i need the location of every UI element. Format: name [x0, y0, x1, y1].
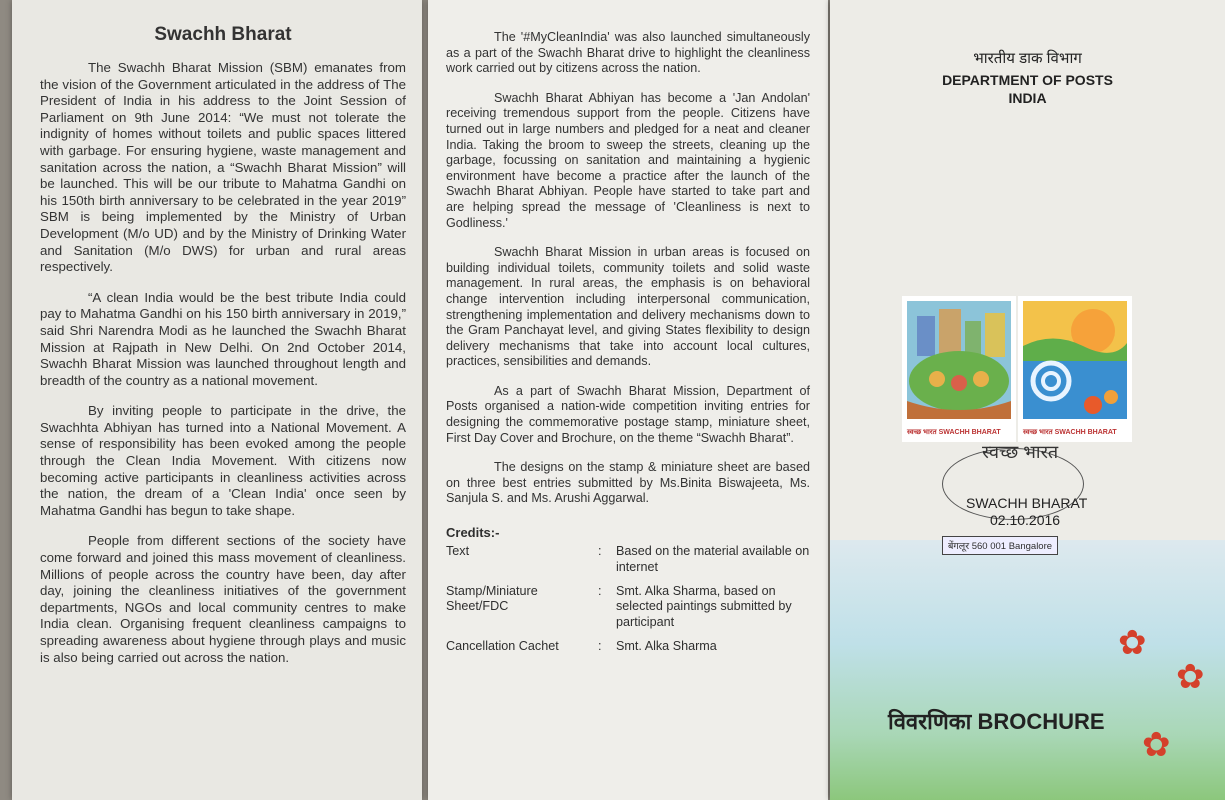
credit-value: Smt. Alka Sharma — [616, 639, 717, 654]
stamp-wave-art — [1023, 301, 1127, 419]
society-paragraph: People from different sections of the society have come forward and joined this mass movement of cleanliness. Millions of people across the country have been, day after day, joining the cleanliness initiatives of the government departments, NGOs and local community centres to make India clean. Organising frequent cleanliness campaigns to spreading awareness about hygiene through plays and music is also being carried out across the nation. — [40, 533, 406, 665]
credit-label: Stamp/Miniature Sheet/FDC — [446, 583, 538, 614]
credit-row-stamp — [446, 584, 810, 631]
stamp-pair — [902, 296, 1134, 442]
myclean-paragraph: The '#MyCleanIndia' was also launched simultaneously as a part of the Swachh Bharat drive to highlight the cleanliness work carried out by citizens across the nation. — [446, 30, 810, 76]
cancellation-title: SWACHH BHARAT — [966, 495, 1088, 511]
stamp-city — [902, 296, 1016, 442]
dept-hindi-title: भारतीय डाक विभाग — [973, 50, 1082, 67]
quote-paragraph: “A clean India would be the best tribute India could pay to Mahatma Gandhi on his 150 birth anniversary in 2019,” said Shri Narendra Modi as he launched the Swachh Bharat Mission at Rajpath in New Delhi. On 2nd October 2014, Swachh Bharat Mission was launched throughout length and breadth of the country as a national movement. — [40, 289, 406, 388]
credit-value: Based on the material available on internet — [616, 544, 810, 574]
cancellation-date: 02.10.2016 — [990, 512, 1061, 528]
credit-label: Cancellation Cachet — [446, 639, 559, 654]
stamp-caption: स्वच्छ भारत SWACHH BHARAT — [1023, 429, 1117, 436]
intro-paragraph: The Swachh Bharat Mission (SBM) emanates from the vision of the Government articulated in the address of The President of India in his address to the Joint Session of Parliament on 9th June 2014: “We must not tolerate the indignity of homes without toilets and public spaces littered with garbage. For ensuring hygiene, waste management and sanitation across the nation, a “Swachh Bharat Mission” will be launched. This will be our tribute to Mahatma Gandhi on his 150th birth anniversary to be celebrated in the year 2019” SBM is being implemented by the Ministry of Urban Development (M/o UD) and by the Ministry of Drinking Water and Sanitation (M/o DWS) for urban and rural areas respectively. — [40, 60, 406, 275]
flower-icon: ✿ — [1118, 624, 1147, 662]
urban-rural-paragraph: Swachh Bharat Mission in urban areas is focused on building individual toilets, community toilets and solid waste management. In rural areas, the emphasis is on behavioral change intervention including interpersonal communication, strengthening implementation and delivery mechanisms down to the Gram Panchayat level, and giving States flexibility to design delivery mechanisms that take into account local cultures, practices, sensibilities and demands. — [446, 245, 810, 369]
credit-colon: : — [598, 583, 602, 598]
credit-colon: : — [598, 639, 602, 654]
dept-country: INDIA — [1008, 90, 1047, 106]
credit-row-text — [446, 544, 810, 576]
dept-name: DEPARTMENT OF POSTS — [942, 72, 1113, 88]
credit-value: Smt. Alka Sharma, based on selected paintings submitted by participant — [616, 583, 792, 630]
credit-label: Text — [446, 544, 470, 559]
cancellation-hindi: स्वच्छ भारत — [982, 442, 1059, 462]
jan-andolan-paragraph: Swachh Bharat Abhiyan has become a 'Jan Andolan' receiving tremendous support from the people. Citizens have turned out in large numbers and pledged for a neat and cleaner India. Taking the broom to sweep the streets, cleaning up the garbage, focussing on sanitation and maintaining a hygienic environment have become a practice after the launch of the Swachh Bharat Abhiyan. People have started to take part and are helping spread the message of 'Cleanliness is next to Godliness.' — [446, 90, 810, 230]
flower-icon: ✿ — [1176, 658, 1205, 696]
designs-paragraph: The designs on the stamp & miniature sheet are based on three best entries submitted by Ms.Binita Biswajeeta, Ms. Sanjula S. and Ms. Arushi Aggarwal. — [446, 460, 810, 506]
brochure-label: विवरणिका BROCHURE — [888, 709, 1105, 734]
credit-row-cachet — [446, 639, 810, 655]
competition-paragraph: As a part of Swachh Bharat Mission, Department of Posts organised a nation-wide competition inviting entries for designing the commemorative postage stamp, miniature sheet, First Day Cover and Brochure, on the theme “Swachh Bharat”. — [446, 383, 810, 445]
movement-paragraph: By inviting people to participate in the drive, the Swachhta Abhiyan has turned into a National Movement. A sense of responsibility has been evoked among the people through the Clean India Movement. With citizens now becoming active participants in cleanliness activities across the nation, the dream of a 'Clean India' once seen by Mahatma Gandhi has begun to take shape. — [40, 403, 406, 518]
credits-heading: Credits:- — [446, 525, 500, 541]
stamp-city-art — [907, 301, 1011, 419]
page-title: Swachh Bharat — [154, 24, 292, 45]
credit-colon: : — [598, 544, 602, 559]
cancellation-pin: बेंगलूर 560 001 Bangalore — [942, 536, 1058, 555]
stamp-wave — [1018, 296, 1132, 442]
brochure-left-panel — [12, 0, 422, 800]
flower-icon: ✿ — [1142, 726, 1171, 764]
stamp-caption: स्वच्छ भारत SWACHH BHARAT — [907, 429, 1001, 436]
brochure-cover-panel — [830, 0, 1225, 800]
brochure-middle-panel — [428, 0, 828, 800]
